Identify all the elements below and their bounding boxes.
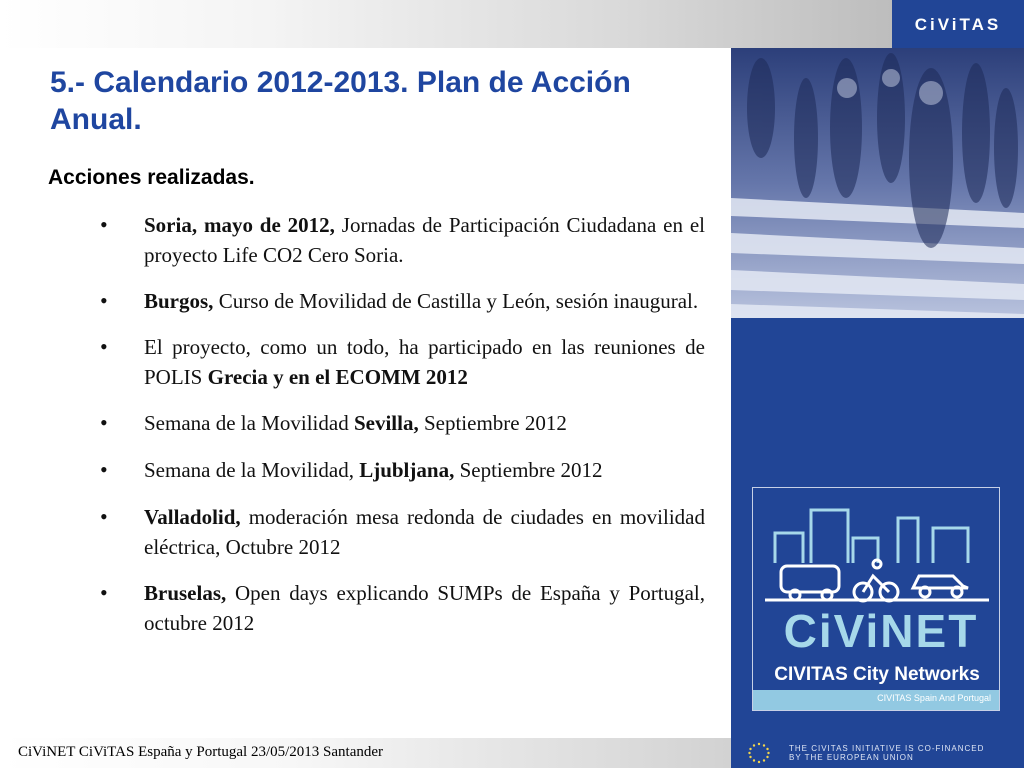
eu-cofinance-text [789,744,1019,762]
bullet-text: El proyecto, como un todo, ha participado en las reuniones de POLIS [144,335,705,389]
city-skyline-icon [753,488,999,613]
bullet-text: Open days explicando SUMPs de España y Portugal, octubre 2012 [144,581,705,635]
bullet-bold-text: Sevilla, [353,411,419,435]
bullet-text: Semana de la Movilidad, [144,458,360,482]
actions-list [100,210,705,654]
bullet-item [100,332,705,392]
pedestrians-illustration [731,48,1024,318]
bullet-item [100,408,705,438]
civinet-tagline-strip [753,690,999,710]
bullet-item [100,502,705,562]
bullet-bold-text: Ljubljana, [359,458,455,482]
top-banner [0,0,892,48]
bullet-item [100,286,705,316]
bullet-icon: • [100,334,108,359]
bullet-text: moderación mesa redonda de ciudades en movilidad eléctrica, Octubre 2012 [144,505,705,559]
bullet-bold-text: Burgos, [144,289,214,313]
section-heading: Acciones realizadas. [48,166,255,189]
footer-text: CiViNET CiViTAS España y Portugal 23/05/2013 Santander [18,744,384,760]
bullet-icon: • [100,504,108,529]
bullet-bold-text: Valladolid, [144,505,241,529]
eu-flag-icon [739,740,779,766]
bullet-bold-text: Grecia y en el ECOMM 2012 [207,365,468,389]
eu-cofinance-banner [731,738,1024,768]
bullet-item [100,455,705,485]
eu-cofinance-line: BY THE EUROPEAN UNION [789,753,914,762]
bullet-item [100,578,705,638]
civinet-tagline: CIVITAS Spain And Portugal [877,693,991,703]
bullet-text: Curso de Movilidad de Castilla y León, sesión inaugural. [213,289,699,313]
slide-title: 5.- Calendario 2012-2013. Plan de Acción Anual. [50,66,631,136]
bullet-icon: • [100,410,108,435]
bullet-bold-text: Bruselas, [144,581,227,605]
bullet-icon: • [100,457,108,482]
civinet-subtitle: CIVITAS City Networks [774,664,980,685]
bullet-bold-text: Soria, mayo de 2012, [144,213,335,237]
civinet-wordmark: CiViNET [783,605,979,657]
bullet-icon: • [100,288,108,313]
bullet-tail-text: Septiembre 2012 [418,411,567,435]
eu-cofinance-line: THE CIVITAS INITIATIVE IS CO-FINANCED [789,744,985,753]
crosswalk-photo [731,48,1024,318]
bullet-tail-text: Septiembre 2012 [454,458,603,482]
civitas-logo-text: CiViTAS [914,15,1002,34]
bullet-item [100,210,705,270]
civitas-logo [892,0,1024,48]
bullet-text: Semana de la Movilidad [144,411,354,435]
civinet-logo [752,487,1000,711]
bullet-icon: • [100,580,108,605]
bullet-icon: • [100,212,108,237]
bullet-text: Jornadas de Participación Ciudadana en el proyecto Life CO2 Cero Soria. [144,213,706,267]
